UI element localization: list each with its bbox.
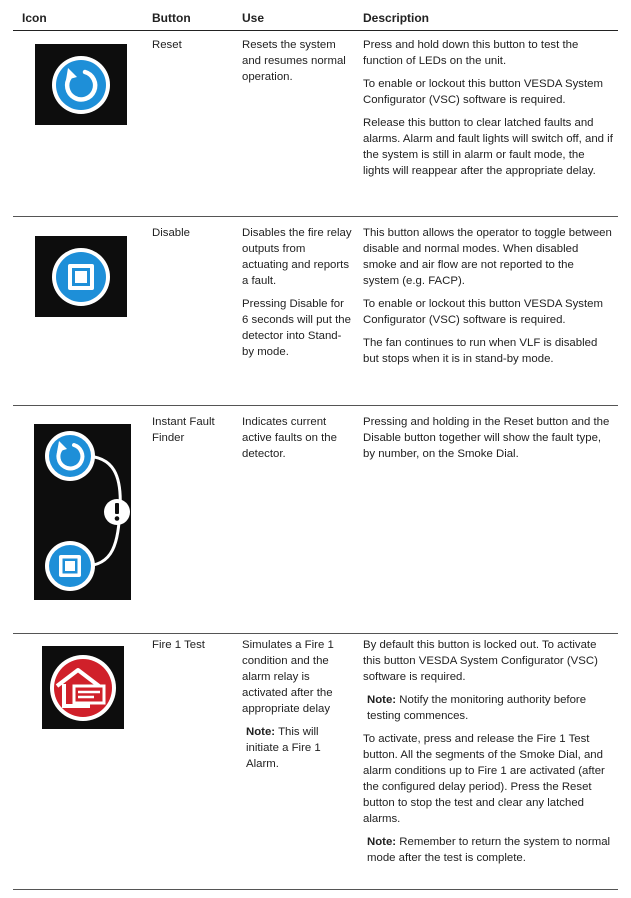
note-text: This will initiate a Fire 1 Alarm. <box>246 726 321 770</box>
button-name-reset: Reset <box>152 39 182 51</box>
description-text: Pressing and holding in the Reset button and the Disable button together will show the fault type, by number, on the Smoke Dial. <box>363 416 610 460</box>
header-description: Description <box>363 11 430 25</box>
description-text: To enable or lockout this button VESDA System Configurator (VSC) software is required. <box>363 78 603 106</box>
description-text: Press and hold down this button to test the function of LEDs on the unit. <box>363 39 579 67</box>
table-row <box>13 31 618 217</box>
table-row <box>13 217 618 406</box>
use-text: Resets the system and resumes normal operation. <box>242 39 346 83</box>
use-text: Disables the fire relay outputs from actuating and reports a fault. <box>242 227 352 287</box>
table-row <box>13 406 618 634</box>
description-text: This button allows the operator to toggle between disable and normal modes. When disabled smoke and air flow are not reported to the system (e.g. FACP). <box>363 227 612 287</box>
button-name-disable: Disable <box>152 227 190 239</box>
note-label: Note: <box>246 726 276 738</box>
note-label: Note: <box>367 836 397 848</box>
note-text: Remember to return the system to normal mode after the test is complete. <box>367 836 611 864</box>
reset-icon <box>35 44 127 125</box>
description-text: To enable or lockout this button VESDA System Configurator (VSC) software is required. <box>363 298 603 326</box>
button-name-instant-fault-finder: Instant Fault Finder <box>152 416 215 444</box>
table-row <box>13 634 618 890</box>
header-icon: Icon <box>22 11 47 25</box>
note-label: Note: <box>367 694 397 706</box>
table-header <box>13 0 618 31</box>
description-text: The fan continues to run when VLF is disabled but stops when it is in stand-by mode. <box>363 337 598 365</box>
instant-fault-finder-icon <box>34 424 131 600</box>
header-use: Use <box>242 11 265 25</box>
note-text: Notify the monitoring authority before testing commences. <box>367 694 587 722</box>
use-text: Pressing Disable for 6 seconds will put the detector into Stand-by mode. <box>242 298 351 358</box>
header-button: Button <box>152 11 191 25</box>
description-text: To activate, press and release the Fire 1 Test button. All the segments of the Smoke Dial, and alarm conditions up to Fire 1 are activated (after the configured delay period). Press the Reset button to stop the test and clear any latched alarms. <box>363 733 605 825</box>
description-text: By default this button is locked out. To activate this button VESDA System Configurator (VSC) software is required. <box>363 639 598 683</box>
fire-test-icon <box>42 646 124 729</box>
disable-icon <box>35 236 127 317</box>
button-name-fire-1-test: Fire 1 Test <box>152 639 205 651</box>
description-text: Release this button to clear latched faults and alarms. Alarm and fault lights will switch off, and if the system is still in alarm or fault mode, the lights will reappear after the appropriate delay. <box>363 117 613 177</box>
use-text: Indicates current active faults on the detector. <box>242 416 337 460</box>
use-text: Simulates a Fire 1 condition and the alarm relay is activated after the appropriate delay <box>242 639 334 715</box>
